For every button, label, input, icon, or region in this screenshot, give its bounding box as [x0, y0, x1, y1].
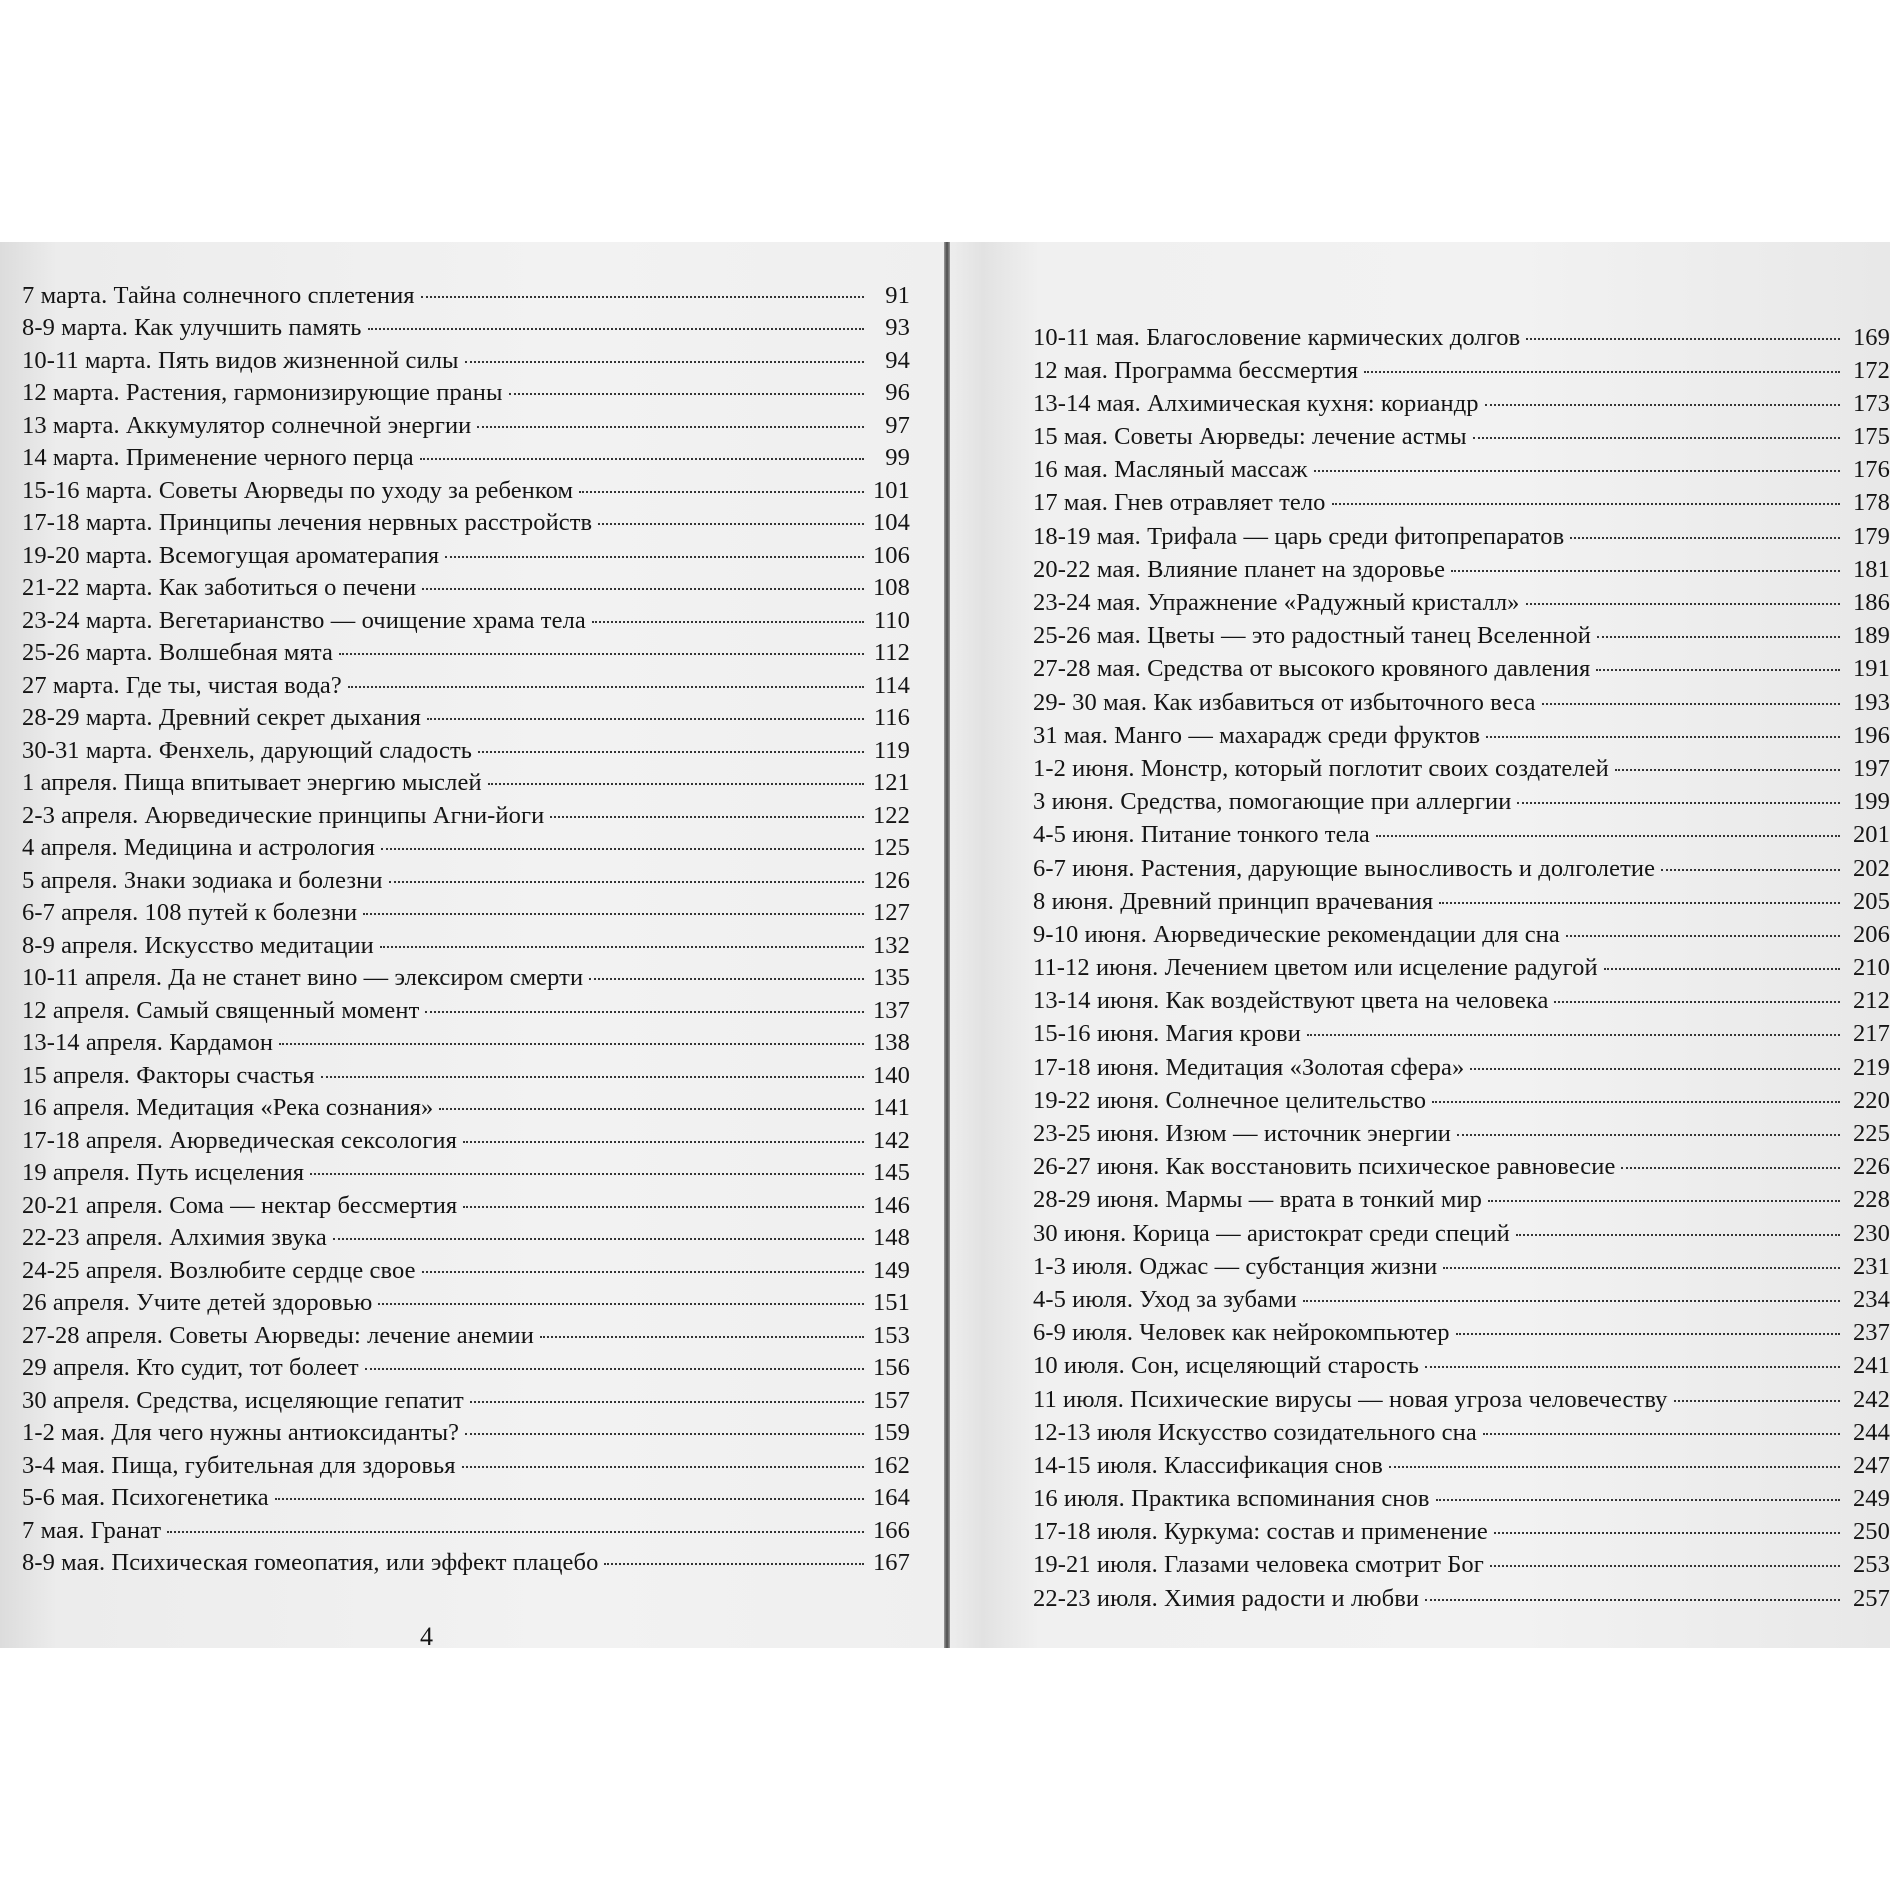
toc-entry-page: 241	[1852, 1352, 1890, 1380]
toc-entry-page: 220	[1852, 1086, 1890, 1114]
dot-leader	[380, 921, 864, 948]
toc-entry-page: 141	[872, 1094, 910, 1121]
dot-leader	[279, 1019, 864, 1046]
toc-entry-title: 25-26 марта. Волшебная мята	[22, 639, 333, 666]
toc-entry-page: 106	[872, 541, 910, 569]
dot-leader	[1494, 1508, 1840, 1535]
toc-entry-title: 25-26 мая. Цветы — это радостный танец Вселенной	[1033, 622, 1592, 650]
toc-entry-page: 230	[1852, 1219, 1890, 1247]
toc-list-left	[22, 242, 910, 1576]
toc-entry-page: 226	[1852, 1153, 1890, 1181]
toc-entry-page: 205	[1852, 887, 1890, 915]
toc-entry-title: 3 июня. Средства, помогающие при аллергии	[1033, 788, 1512, 816]
dot-leader	[1621, 1143, 1840, 1170]
dot-leader	[363, 889, 864, 916]
toc-entry-page: 135	[872, 964, 910, 991]
toc-entry-title: 27-28 апреля. Советы Аюрведы: лечение анемии	[22, 1321, 534, 1349]
toc-entry-page: 112	[873, 639, 910, 666]
toc-entry-page: 197	[1852, 754, 1890, 782]
toc-entry-title: 16 июля. Практика вспоминания снов	[1033, 1485, 1430, 1513]
dot-leader	[1473, 413, 1840, 440]
dot-leader	[1526, 579, 1841, 606]
toc-entry-page: 219	[1852, 1053, 1890, 1081]
toc-entry-page: 212	[1852, 987, 1890, 1015]
toc-entry-title: 18-19 мая. Трифала — царь среди фитопрепаратов	[1033, 522, 1565, 550]
toc-entry-page: 142	[872, 1126, 910, 1154]
toc-entry-title: 19-20 марта. Всемогущая ароматерапия	[22, 541, 440, 569]
toc-entry-page: 176	[1852, 456, 1890, 484]
toc-entry-page: 172	[1852, 356, 1890, 384]
dot-leader	[422, 564, 864, 591]
dot-leader	[550, 791, 864, 818]
toc-entry-page: 110	[873, 606, 910, 634]
dot-leader	[1516, 1209, 1840, 1236]
toc-entry-page: 140	[872, 1061, 910, 1089]
toc-entry-title: 31 мая. Манго — махарадж среди фруктов	[1033, 721, 1481, 749]
dot-leader	[1457, 1110, 1840, 1137]
toc-entry-page: 201	[1852, 821, 1890, 849]
toc-entry-page: 104	[872, 509, 910, 536]
toc-entry-title: 15-16 марта. Советы Аюрведы по уходу за ребенком	[22, 476, 574, 504]
dot-leader	[488, 759, 864, 786]
dot-leader	[1674, 1375, 1840, 1402]
dot-leader	[1451, 545, 1840, 572]
toc-entry-page: 125	[872, 834, 910, 861]
toc-entry-page: 119	[873, 736, 910, 764]
left-page	[22, 242, 910, 1576]
toc-entry-title: 1-3 июля. Оджас — субстанция жизни	[1033, 1252, 1438, 1280]
toc-entry-title: 15 апреля. Факторы счастья	[22, 1061, 315, 1089]
dot-leader	[378, 1279, 864, 1306]
toc-entry-page: 164	[872, 1484, 910, 1511]
toc-entry-title: 6-9 июля. Человек как нейрокомпьютер	[1033, 1319, 1450, 1347]
toc-entry-title: 11-12 июня. Лечением цветом или исцеление радугой	[1033, 954, 1598, 982]
dot-leader	[1456, 1309, 1840, 1336]
toc-entry-title: 3-4 мая. Пища, губительная для здоровья	[22, 1451, 456, 1479]
dot-leader	[445, 531, 864, 558]
dot-leader	[477, 401, 864, 428]
toc-entry-page: 148	[872, 1224, 910, 1251]
toc-entry-page: 116	[873, 704, 910, 731]
toc-entry-page: 156	[872, 1354, 910, 1381]
dot-leader	[463, 1116, 864, 1143]
dot-leader	[427, 694, 864, 721]
dot-leader	[1436, 1475, 1840, 1502]
toc-entry-title: 15-16 июня. Магия крови	[1033, 1020, 1301, 1048]
dot-leader	[1486, 711, 1840, 738]
toc-entry-title: 23-25 июня. Изюм — источник энергии	[1033, 1120, 1452, 1147]
toc-entry-page: 237	[1852, 1319, 1890, 1347]
toc-entry-title: 12 марта. Растения, гармонизирующие праны	[22, 379, 503, 406]
toc-entry-title: 9-10 июня. Аюрведические рекомендации для сна	[1033, 920, 1560, 948]
toc-entry-title: 1-2 мая. Для чего нужны антиоксиданты?	[22, 1419, 460, 1446]
toc-entry-title: 1 апреля. Пища впитывает энергию мыслей	[22, 769, 482, 796]
toc-entry-page: 202	[1852, 854, 1890, 882]
toc-entry-page: 231	[1852, 1252, 1890, 1280]
toc-entry-title: 29- 30 мая. Как избавиться от избыточного веса	[1033, 688, 1536, 716]
dot-leader	[1526, 313, 1840, 340]
dot-leader	[465, 1409, 864, 1436]
toc-entry-title: 26 апреля. Учите детей здоровью	[22, 1289, 373, 1316]
dot-leader	[1604, 944, 1840, 971]
toc-entry-page: 121	[872, 769, 910, 796]
toc-entry-title: 4-5 июля. Уход за зубами	[1033, 1285, 1297, 1313]
dot-leader	[1570, 512, 1840, 539]
dot-leader	[579, 466, 864, 493]
toc-entry-page: 242	[1852, 1385, 1890, 1413]
dot-leader	[389, 856, 864, 883]
toc-entry-title: 13-14 апреля. Кардамон	[22, 1029, 274, 1056]
toc-entry-title: 13 марта. Аккумулятор солнечной энергии	[22, 411, 472, 439]
toc-entry-page: 99	[885, 444, 910, 471]
dot-leader	[1483, 1408, 1840, 1435]
dot-leader	[365, 1344, 864, 1371]
toc-entry-page: 189	[1852, 622, 1890, 650]
toc-entry	[22, 1544, 910, 1577]
dot-leader	[1597, 612, 1840, 639]
toc-entry-title: 8-9 мая. Психическая гомеопатия, или эффект плацебо	[22, 1549, 599, 1576]
dot-leader	[1490, 1541, 1840, 1568]
dot-leader	[421, 271, 864, 298]
toc-entry-page: 145	[872, 1159, 910, 1186]
toc-entry-title: 5 апреля. Знаки зодиака и болезни	[22, 866, 383, 894]
toc-entry-page: 225	[1852, 1120, 1890, 1147]
toc-entry-title: 17-18 марта. Принципы лечения нервных расстройств	[22, 509, 593, 536]
toc-entry-title: 5-6 мая. Психогенетика	[22, 1484, 269, 1511]
toc-entry-page: 217	[1852, 1020, 1890, 1048]
right-page	[1033, 242, 1890, 1612]
toc-entry-page: 178	[1852, 489, 1890, 517]
dot-leader	[592, 596, 864, 623]
toc-entry-title: 30 июня. Корица — аристократ среди специй	[1033, 1219, 1510, 1247]
toc-entry-page: 151	[872, 1289, 910, 1316]
toc-entry-title: 6-7 июня. Растения, дарующие выносливость и долголетие	[1033, 854, 1656, 882]
dot-leader	[1389, 1441, 1840, 1468]
toc-entry-page: 186	[1852, 589, 1890, 616]
toc-entry-title: 1-2 июня. Монстр, который поглотит своих создателей	[1033, 754, 1609, 782]
dot-leader	[1364, 346, 1840, 373]
toc-entry-title: 7 марта. Тайна солнечного сплетения	[22, 281, 415, 309]
dot-leader	[465, 336, 864, 363]
toc-entry-title: 28-29 июня. Мармы — врата в тонкий мир	[1033, 1186, 1482, 1214]
toc-entry-title: 10-11 мая. Благословение кармических долгов	[1033, 323, 1521, 351]
dot-leader	[1303, 1275, 1840, 1302]
toc-entry-title: 4 апреля. Медицина и астрология	[22, 834, 376, 861]
toc-entry-title: 6-7 апреля. 108 путей к болезни	[22, 899, 358, 926]
dot-leader	[439, 1084, 864, 1111]
toc-entry-title: 22-23 июля. Химия радости и любви	[1033, 1584, 1420, 1612]
toc-entry-title: 8 июня. Древний принцип врачевания	[1033, 887, 1434, 915]
dot-leader	[1596, 645, 1840, 672]
toc-entry-title: 10-11 марта. Пять видов жизненной силы	[22, 346, 459, 374]
page-number: 4	[420, 1622, 433, 1651]
toc-entry-page: 94	[885, 346, 910, 374]
toc-entry-title: 30-31 марта. Фенхель, дарующий сладость	[22, 736, 473, 764]
toc-entry-page: 249	[1852, 1485, 1890, 1513]
dot-leader	[167, 1506, 864, 1533]
toc-entry	[1033, 1579, 1890, 1612]
toc-list-right	[1033, 242, 1890, 1612]
dot-leader	[321, 1051, 864, 1078]
toc-entry-page: 166	[872, 1516, 910, 1544]
toc-entry-title: 12-13 июля Искусство созидательного сна	[1033, 1418, 1477, 1446]
dot-leader	[1615, 744, 1840, 771]
toc-entry-page: 244	[1852, 1418, 1890, 1446]
toc-entry-page: 210	[1852, 954, 1890, 982]
toc-entry-title: 27 марта. Где ты, чистая вода?	[22, 671, 342, 699]
dot-leader	[275, 1474, 864, 1501]
toc-entry-page: 196	[1852, 721, 1890, 749]
toc-entry-page: 159	[872, 1419, 910, 1446]
toc-entry-title: 28-29 марта. Древний секрет дыхания	[22, 704, 422, 731]
toc-entry-title: 17-18 июня. Медитация «Золотая сфера»	[1033, 1053, 1465, 1081]
toc-entry-page: 162	[872, 1451, 910, 1479]
toc-entry-title: 10-11 апреля. Да не станет вино — элексиром смерти	[22, 964, 584, 991]
dot-leader	[381, 824, 864, 851]
toc-entry-page: 137	[872, 996, 910, 1024]
dot-leader	[1517, 778, 1840, 805]
toc-entry-page: 93	[885, 314, 910, 341]
dot-leader	[1488, 1176, 1840, 1203]
toc-entry-page: 132	[872, 931, 910, 959]
toc-entry-title: 13-14 июня. Как воздействуют цвета на человека	[1033, 987, 1549, 1015]
dot-leader	[368, 304, 864, 331]
toc-entry-title: 12 мая. Программа бессмертия	[1033, 356, 1359, 384]
toc-entry-title: 8-9 марта. Как улучшить память	[22, 314, 362, 341]
toc-entry-title: 15 мая. Советы Аюрведы: лечение астмы	[1033, 423, 1467, 451]
toc-entry-page: 193	[1852, 688, 1890, 716]
dot-leader	[1439, 877, 1840, 904]
toc-entry-title: 19-21 июля. Глазами человека смотрит Бог	[1033, 1551, 1484, 1579]
toc-entry-page: 175	[1852, 423, 1890, 451]
dot-leader	[1470, 1043, 1840, 1070]
toc-entry-page: 138	[872, 1029, 910, 1056]
toc-entry-title: 4-5 июня. Питание тонкого тела	[1033, 821, 1370, 849]
toc-entry-page: 114	[873, 671, 910, 699]
dot-leader	[478, 726, 864, 753]
dot-leader	[1443, 1242, 1840, 1269]
toc-entry-title: 2-3 апреля. Аюрведические принципы Агни-йоги	[22, 801, 545, 829]
dot-leader	[598, 499, 864, 526]
toc-entry-title: 21-22 марта. Как заботиться о печени	[22, 574, 417, 601]
toc-entry-title: 13-14 мая. Алхимическая кухня: кориандр	[1033, 389, 1479, 417]
toc-entry-title: 16 апреля. Медитация «Река сознания»	[22, 1094, 434, 1121]
dot-leader	[1566, 910, 1840, 937]
toc-entry-title: 20-22 мая. Влияние планет на здоровье	[1033, 555, 1446, 583]
dot-leader	[540, 1311, 864, 1338]
toc-entry-page: 122	[872, 801, 910, 829]
toc-entry-title: 16 мая. Масляный массаж	[1033, 456, 1308, 484]
toc-entry-title: 14 марта. Применение черного перца	[22, 444, 414, 471]
dot-leader	[1485, 379, 1840, 406]
dot-leader	[1314, 446, 1840, 473]
toc-entry-title: 27-28 мая. Средства от высокого кровяного давления	[1033, 655, 1591, 683]
dot-leader	[589, 954, 864, 981]
toc-entry-page: 228	[1852, 1186, 1890, 1214]
toc-entry-page: 96	[885, 379, 910, 406]
toc-entry-page: 101	[872, 476, 910, 504]
toc-entry-page: 199	[1852, 788, 1890, 816]
toc-entry-page: 179	[1852, 522, 1890, 550]
toc-entry-title: 24-25 апреля. Возлюбите сердце свое	[22, 1256, 416, 1284]
toc-entry-page: 181	[1852, 555, 1890, 583]
toc-entry-title: 23-24 мая. Упражнение «Радужный кристалл»	[1033, 589, 1520, 616]
toc-entry-title: 23-24 марта. Вегетарианство — очищение храма тела	[22, 606, 586, 634]
dot-leader	[1307, 1010, 1840, 1037]
toc-entry-title: 17-18 июля. Куркума: состав и применение	[1033, 1518, 1488, 1546]
toc-entry-title: 12 апреля. Самый священный момент	[22, 996, 420, 1024]
toc-entry-title: 19-22 июня. Солнечное целительство	[1033, 1086, 1427, 1114]
toc-entry-page: 247	[1852, 1451, 1890, 1479]
dot-leader	[463, 1181, 864, 1208]
toc-entry-title: 7 мая. Гранат	[22, 1516, 162, 1544]
toc-entry-title: 14-15 июля. Классификация снов	[1033, 1451, 1383, 1479]
dot-leader	[1661, 844, 1840, 871]
toc-entry-page: 173	[1852, 389, 1890, 417]
toc-entry-page: 206	[1852, 920, 1890, 948]
dot-leader	[1432, 1076, 1840, 1103]
toc-entry-page: 153	[872, 1321, 910, 1349]
toc-entry-title: 22-23 апреля. Алхимия звука	[22, 1224, 327, 1251]
toc-entry-title: 26-27 июня. Как восстановить психическое равновесие	[1033, 1153, 1616, 1181]
toc-entry-page: 126	[872, 866, 910, 894]
toc-entry-title: 29 апреля. Кто судит, тот болеет	[22, 1354, 359, 1381]
toc-entry-page: 149	[872, 1256, 910, 1284]
toc-entry-page: 169	[1852, 323, 1890, 351]
dot-leader	[470, 1376, 864, 1403]
toc-entry-title: 11 июля. Психические вирусы — новая угроза человечеству	[1033, 1385, 1668, 1413]
dot-leader	[1332, 479, 1840, 506]
dot-leader	[462, 1441, 864, 1468]
toc-entry-page: 234	[1852, 1285, 1890, 1313]
toc-entry-title: 17-18 апреля. Аюрведическая сексология	[22, 1126, 457, 1154]
toc-entry-page: 250	[1852, 1518, 1890, 1546]
toc-entry-page: 257	[1852, 1584, 1890, 1612]
dot-leader	[420, 434, 864, 461]
dot-leader	[1376, 811, 1840, 838]
toc-entry-page: 157	[872, 1386, 910, 1414]
toc-entry-page: 108	[872, 574, 910, 601]
toc-entry-page: 191	[1852, 655, 1890, 683]
dot-leader	[1425, 1342, 1840, 1369]
toc-entry-title: 10 июля. Сон, исцеляющий старость	[1033, 1352, 1420, 1380]
toc-entry-title: 17 мая. Гнев отравляет тело	[1033, 489, 1326, 517]
dot-leader	[1542, 678, 1840, 705]
toc-entry-page: 146	[872, 1191, 910, 1219]
toc-entry-title: 19 апреля. Путь исцеления	[22, 1159, 305, 1186]
book-spread	[0, 242, 1890, 1651]
dot-leader	[422, 1246, 864, 1273]
toc-entry-title: 20-21 апреля. Сома — нектар бессмертия	[22, 1191, 458, 1219]
dot-leader	[425, 986, 864, 1013]
dot-leader	[348, 661, 864, 688]
toc-entry-page: 127	[872, 899, 910, 926]
toc-entry-title: 30 апреля. Средства, исцеляющие гепатит	[22, 1386, 464, 1414]
dot-leader	[1425, 1574, 1840, 1601]
dot-leader	[333, 1214, 864, 1241]
toc-entry-page: 167	[872, 1549, 910, 1576]
dot-leader	[1554, 977, 1840, 1004]
dot-leader	[310, 1149, 864, 1176]
toc-entry-page: 97	[885, 411, 910, 439]
book-gutter	[944, 242, 950, 1648]
dot-leader	[509, 369, 864, 396]
dot-leader	[339, 629, 864, 656]
toc-entry-page: 253	[1852, 1551, 1890, 1579]
toc-entry-title: 8-9 апреля. Искусство медитации	[22, 931, 374, 959]
toc-entry-page: 91	[885, 281, 910, 309]
dot-leader	[604, 1539, 864, 1566]
